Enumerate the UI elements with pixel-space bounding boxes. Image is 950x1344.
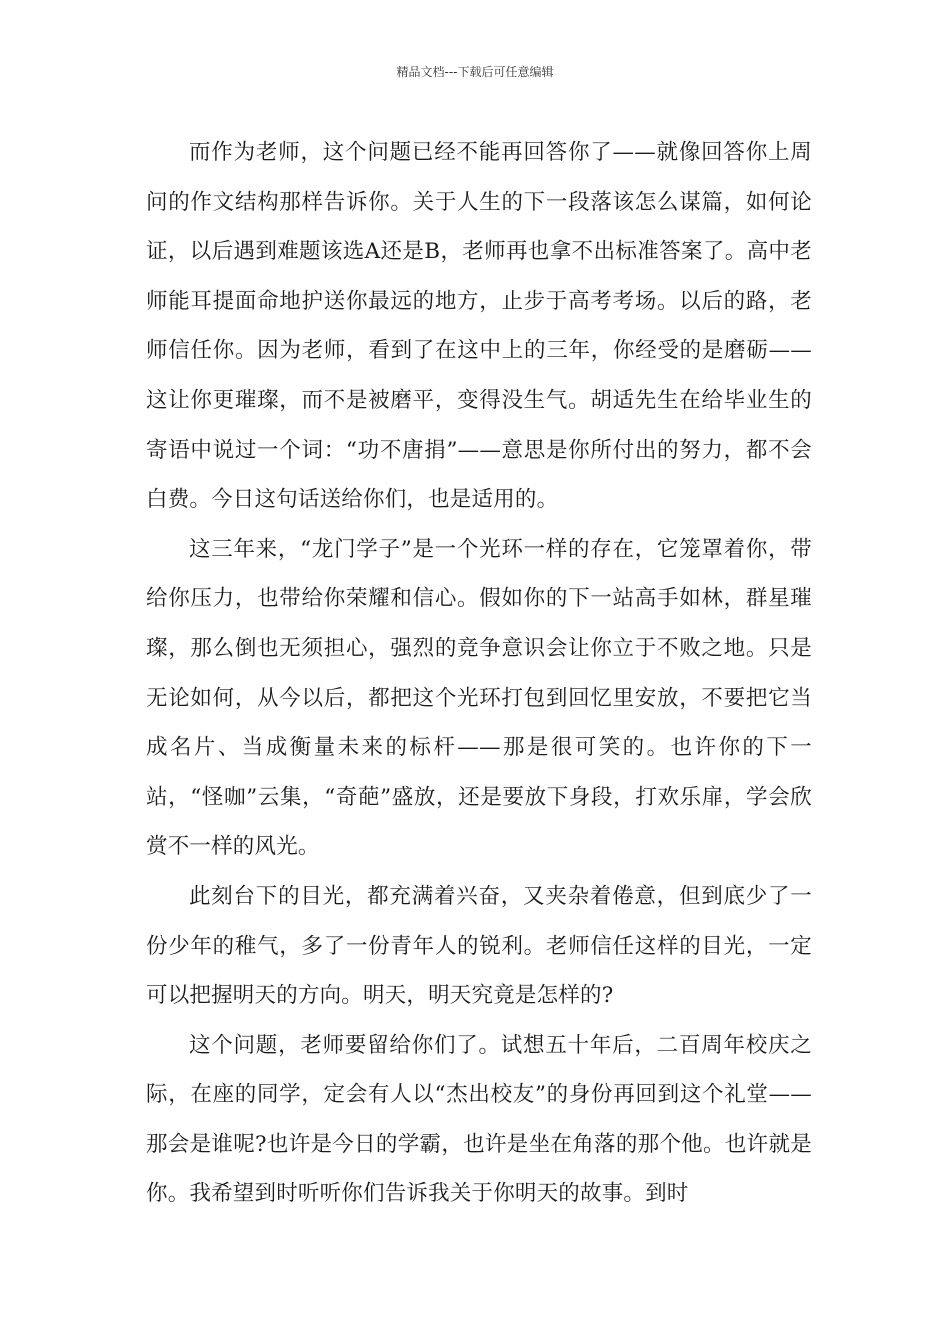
document-body [146, 128, 812, 1219]
paragraph-1: 而作为老师，这个问题已经不能再回答你了——就像回答你上周问的作文结构那样告诉你。关于人生的下一段落该怎么谋篇，如何论证，以后遇到难题该选A还是B，老师再也拿不出标准答案了。高中老师能耳提面命地护送你最远的地方，止步于高考考场。以后的路，老师信任你。因为老师，看到了在这中上的三年，你经受的是磨砺——这让你更璀璨，而不是被磨平，变得没生气。胡适先生在给毕业生的寄语中说过一个词：“功不唐捐”——意思是你所付出的努力，都不会白费。今日这句话送给你们，也是适用的。 [146, 140, 812, 513]
paragraph-2: 这三年来，“龙门学子”是一个光环一样的存在，它笼罩着你，带给你压力，也带给你荣耀和信心。假如你的下一站高手如林，群星璀璨，那么倒也无须担心，强烈的竞争意识会让你立于不败之地。只是无论如何，从今以后，都把这个光环打包到回忆里安放，不要把它当成名片、当成衡量未来的标杆——那是很可笑的。也许你的下一站，“怪咖”云集，“奇葩”盛放，还是要放下身段，打欢乐扉，学会欣赏不一样的风光。 [146, 536, 812, 860]
page-header: 精品文档---下载后可任意编辑 [396, 65, 554, 79]
paragraph-4: 这个问题，老师要留给你们了。试想五十年后，二百周年校庆之际，在座的同学，定会有人以“杰出校友”的身份再回到这个礼堂——那会是谁呢?也许是今日的学霸，也许是坐在角落的那个他。也许就是你。我希望到时听听你们告诉我关于你明天的故事。到时 [146, 1032, 812, 1207]
paragraph-3: 此刻台下的目光，都充满着兴奋，又夹杂着倦意，但到底少了一份少年的稚气，多了一份青年人的锐利。老师信任这样的目光，一定可以把握明天的方向。明天，明天究竟是怎样的? [146, 883, 812, 1009]
